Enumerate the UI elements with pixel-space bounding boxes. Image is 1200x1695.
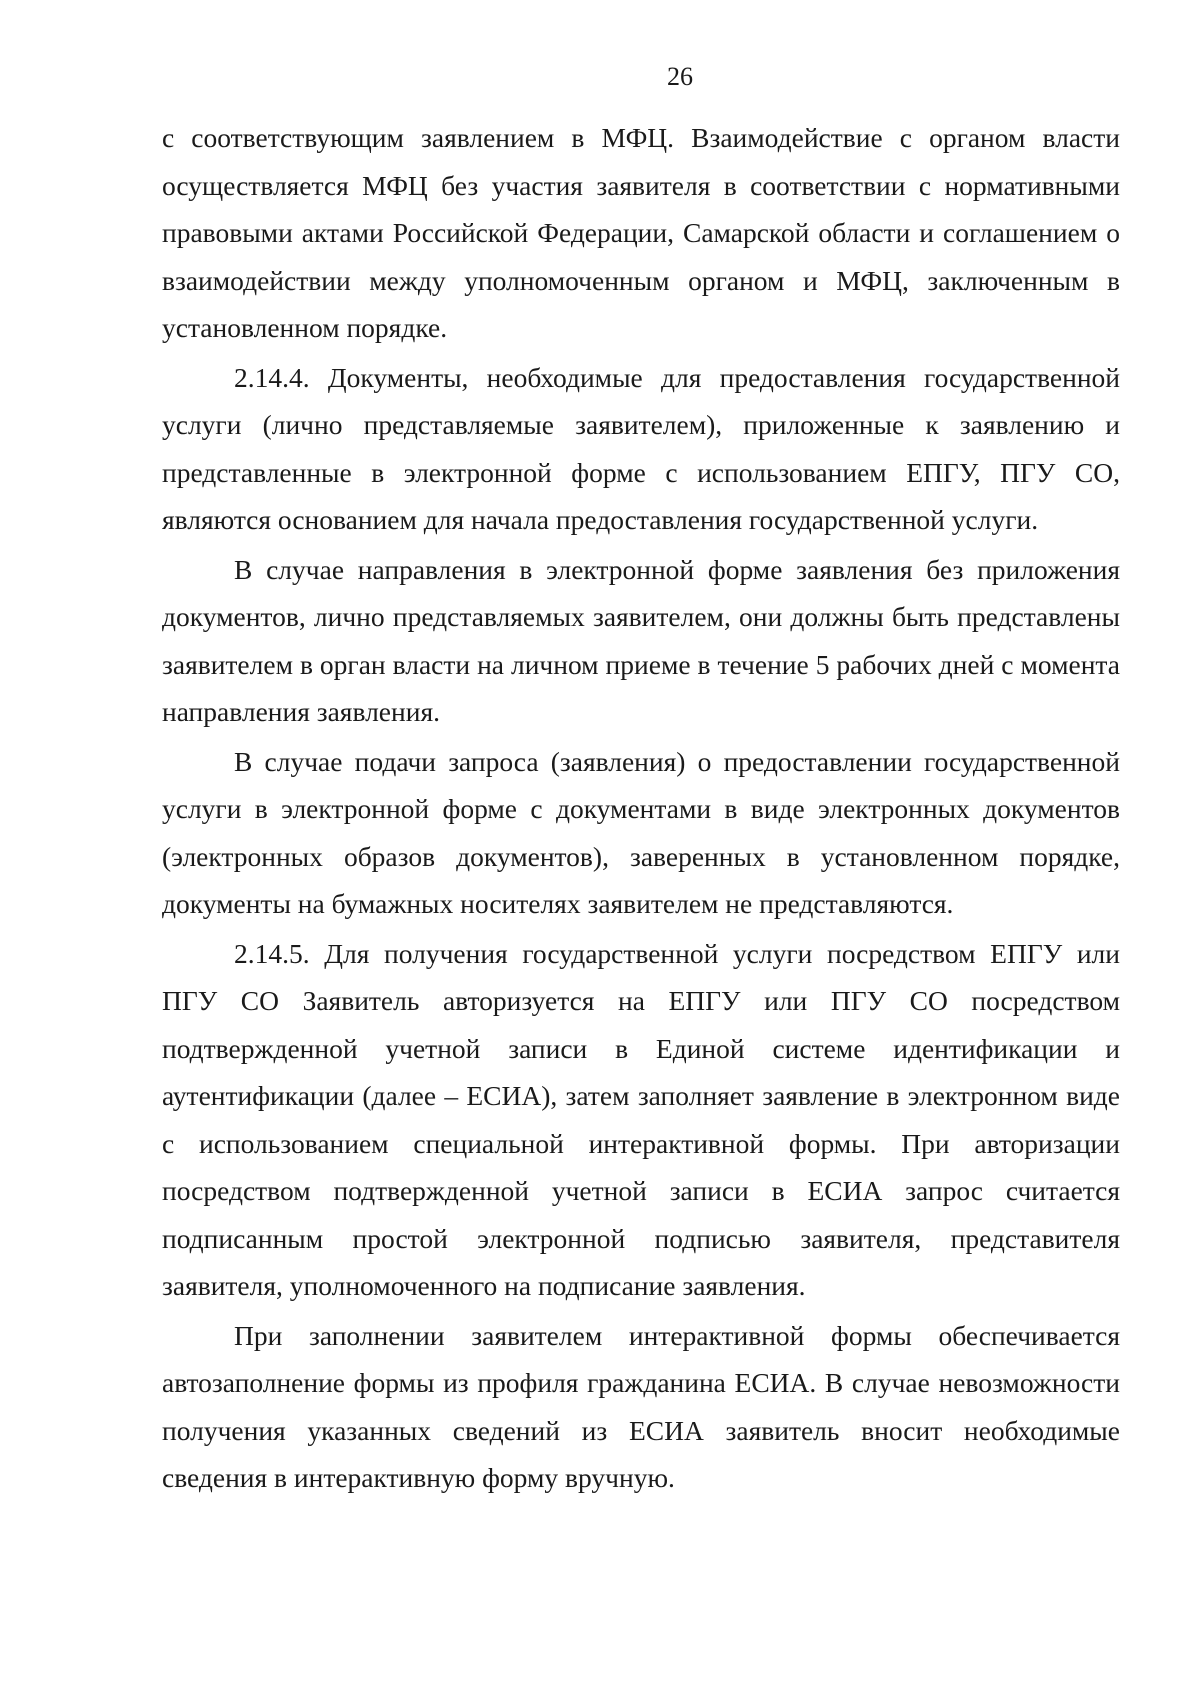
paragraph-2-14-4: 2.14.4. Документы, необходимые для предоставления государственной услуги (лично представляемые заявителем), приложенные к заявлению и представленные в электронной форме с использованием ЕПГУ, ПГУ СО, являются основанием для начала предоставления государственной услуги.: [162, 361, 1120, 535]
paragraph-documents-submission-deadline: В случае направления в электронной форме заявления без приложения документов, лично представляемых заявителем, они должны быть представлены заявителем в орган власти на личном приеме в течение 5 рабочих дней с момента направления заявления.: [162, 553, 1120, 727]
paragraph-interactive-form-autofill: При заполнении заявителем интерактивной формы обеспечивается автозаполнение формы из профиля гражданина ЕСИА. В случае невозможности получения указанных сведений из ЕСИА заявитель вносит необходимые сведения в интерактивную форму вручную.: [162, 1319, 1120, 1493]
paragraph-mfc-interaction: с соответствующим заявлением в МФЦ. Взаимодействие с органом власти осуществляется МФЦ без участия заявителя в соответствии с нормативными правовыми актами Российской Федерации, Самарской области и соглашением о взаимодействии между уполномоченным органом и МФЦ, заключенным в установленном порядке.: [162, 122, 1120, 343]
paragraph-electronic-documents: В случае подачи запроса (заявления) о предоставлении государственной услуги в электронной форме с документами в виде электронных документов (электронных образов документов), заверенных в установленном порядке, документы на бумажных носителях заявителем не представляются.: [162, 745, 1120, 919]
paragraph-2-14-5: 2.14.5. Для получения государственной услуги посредством ЕПГУ или ПГУ СО Заявитель авторизуется на ЕПГУ или ПГУ СО посредством подтвержденной учетной записи в Единой системе идентификации и аутентификации (далее – ЕСИА), затем заполняет заявление в электронном виде с использованием специальной интерактивной формы. При авторизации посредством подтвержденной учетной записи в ЕСИА запрос считается подписанным простой электронной подписью заявителя, представителя заявителя, уполномоченного на подписание заявления.: [162, 937, 1120, 1301]
document-body: [162, 114, 1120, 1502]
page-number: 26: [667, 62, 693, 91]
